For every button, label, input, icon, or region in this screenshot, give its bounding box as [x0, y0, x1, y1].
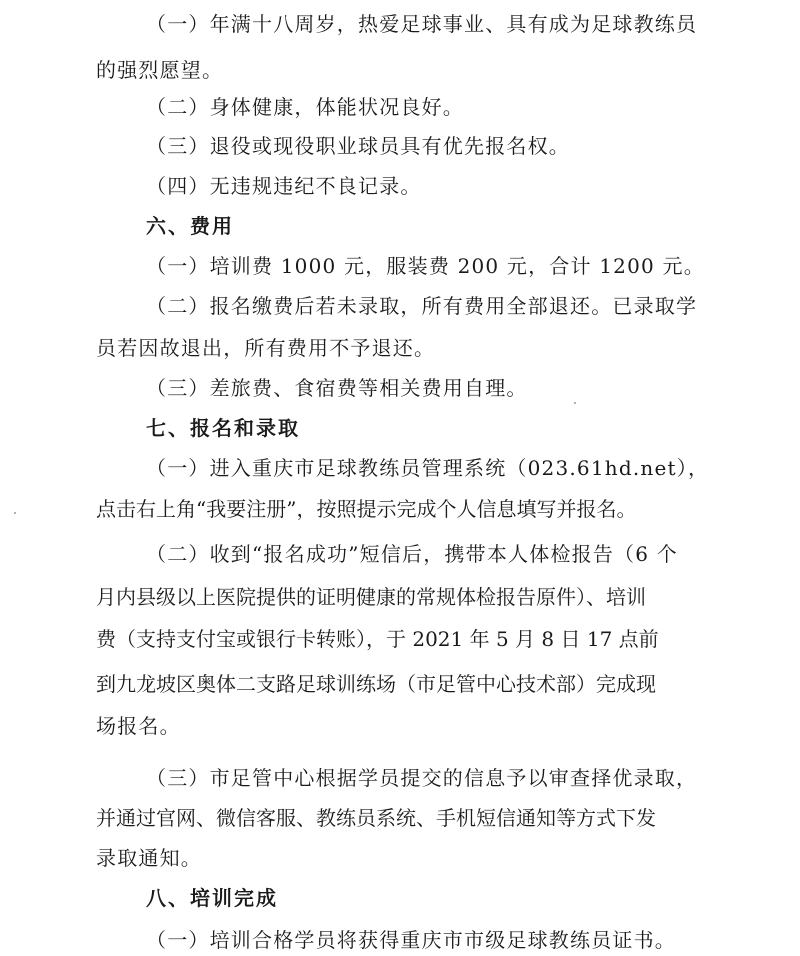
- paragraph-line: （三）差旅费、食宿费等相关费用自理。: [146, 376, 528, 400]
- paragraph-line: （四）无违规违纪不良记录。: [146, 174, 422, 198]
- paragraph-line: 到九龙坡区奥体二支路足球训练场（市足管中心技术部）完成现: [96, 672, 656, 696]
- paragraph-line: 月内县级以上医院提供的证明健康的常规体检报告原件）、培训: [96, 585, 646, 609]
- scan-speck: [14, 512, 16, 514]
- paragraph-line: 录取通知。: [96, 846, 202, 870]
- paragraph-line: （三）退役或现役职业球员具有优先报名权。: [146, 134, 570, 158]
- paragraph-line: （一）进入重庆市足球教练员管理系统（023.61hd.net），: [146, 456, 710, 480]
- section-heading: 八、培训完成: [146, 886, 278, 910]
- paragraph-line: （一）培训合格学员将获得重庆市市级足球教练员证书。: [146, 928, 676, 952]
- paragraph-line: 场报名。: [96, 714, 181, 738]
- paragraph-line: （一）培训费 1000 元，服装费 200 元，合计 1200 元。: [146, 254, 705, 278]
- section-heading: 六、费用: [146, 214, 234, 238]
- paragraph-line: （二）身体健康，体能状况良好。: [146, 95, 464, 119]
- paragraph-line: （一）年满十八周岁，热爱足球事业、具有成为足球教练员: [146, 12, 698, 36]
- section-heading: 七、报名和录取: [146, 416, 300, 440]
- paragraph-line: 的强烈愿望。: [96, 58, 224, 82]
- paragraph-line: （三）市足管中心根据学员提交的信息予以审查择优录取，: [146, 766, 698, 790]
- scan-speck: [574, 402, 576, 404]
- paragraph-line: 员若因故退出，所有费用不予退还。: [96, 336, 436, 360]
- paragraph-line: 费（支持支付宝或银行卡转账），于 2021 年 5 月 8 日 17 点前: [96, 627, 659, 651]
- paragraph-line: （二）报名缴费后若未录取，所有费用全部退还。已录取学: [146, 294, 698, 318]
- paragraph-line: 并通过官网、微信客服、教练员系统、手机短信通知等方式下发: [96, 806, 656, 830]
- paragraph-line: 点击右上角“我要注册”，按照提示完成个人信息填写并报名。: [96, 497, 637, 521]
- paragraph-line: （二）收到“报名成功”短信后，携带本人体检报告（6 个: [146, 542, 678, 566]
